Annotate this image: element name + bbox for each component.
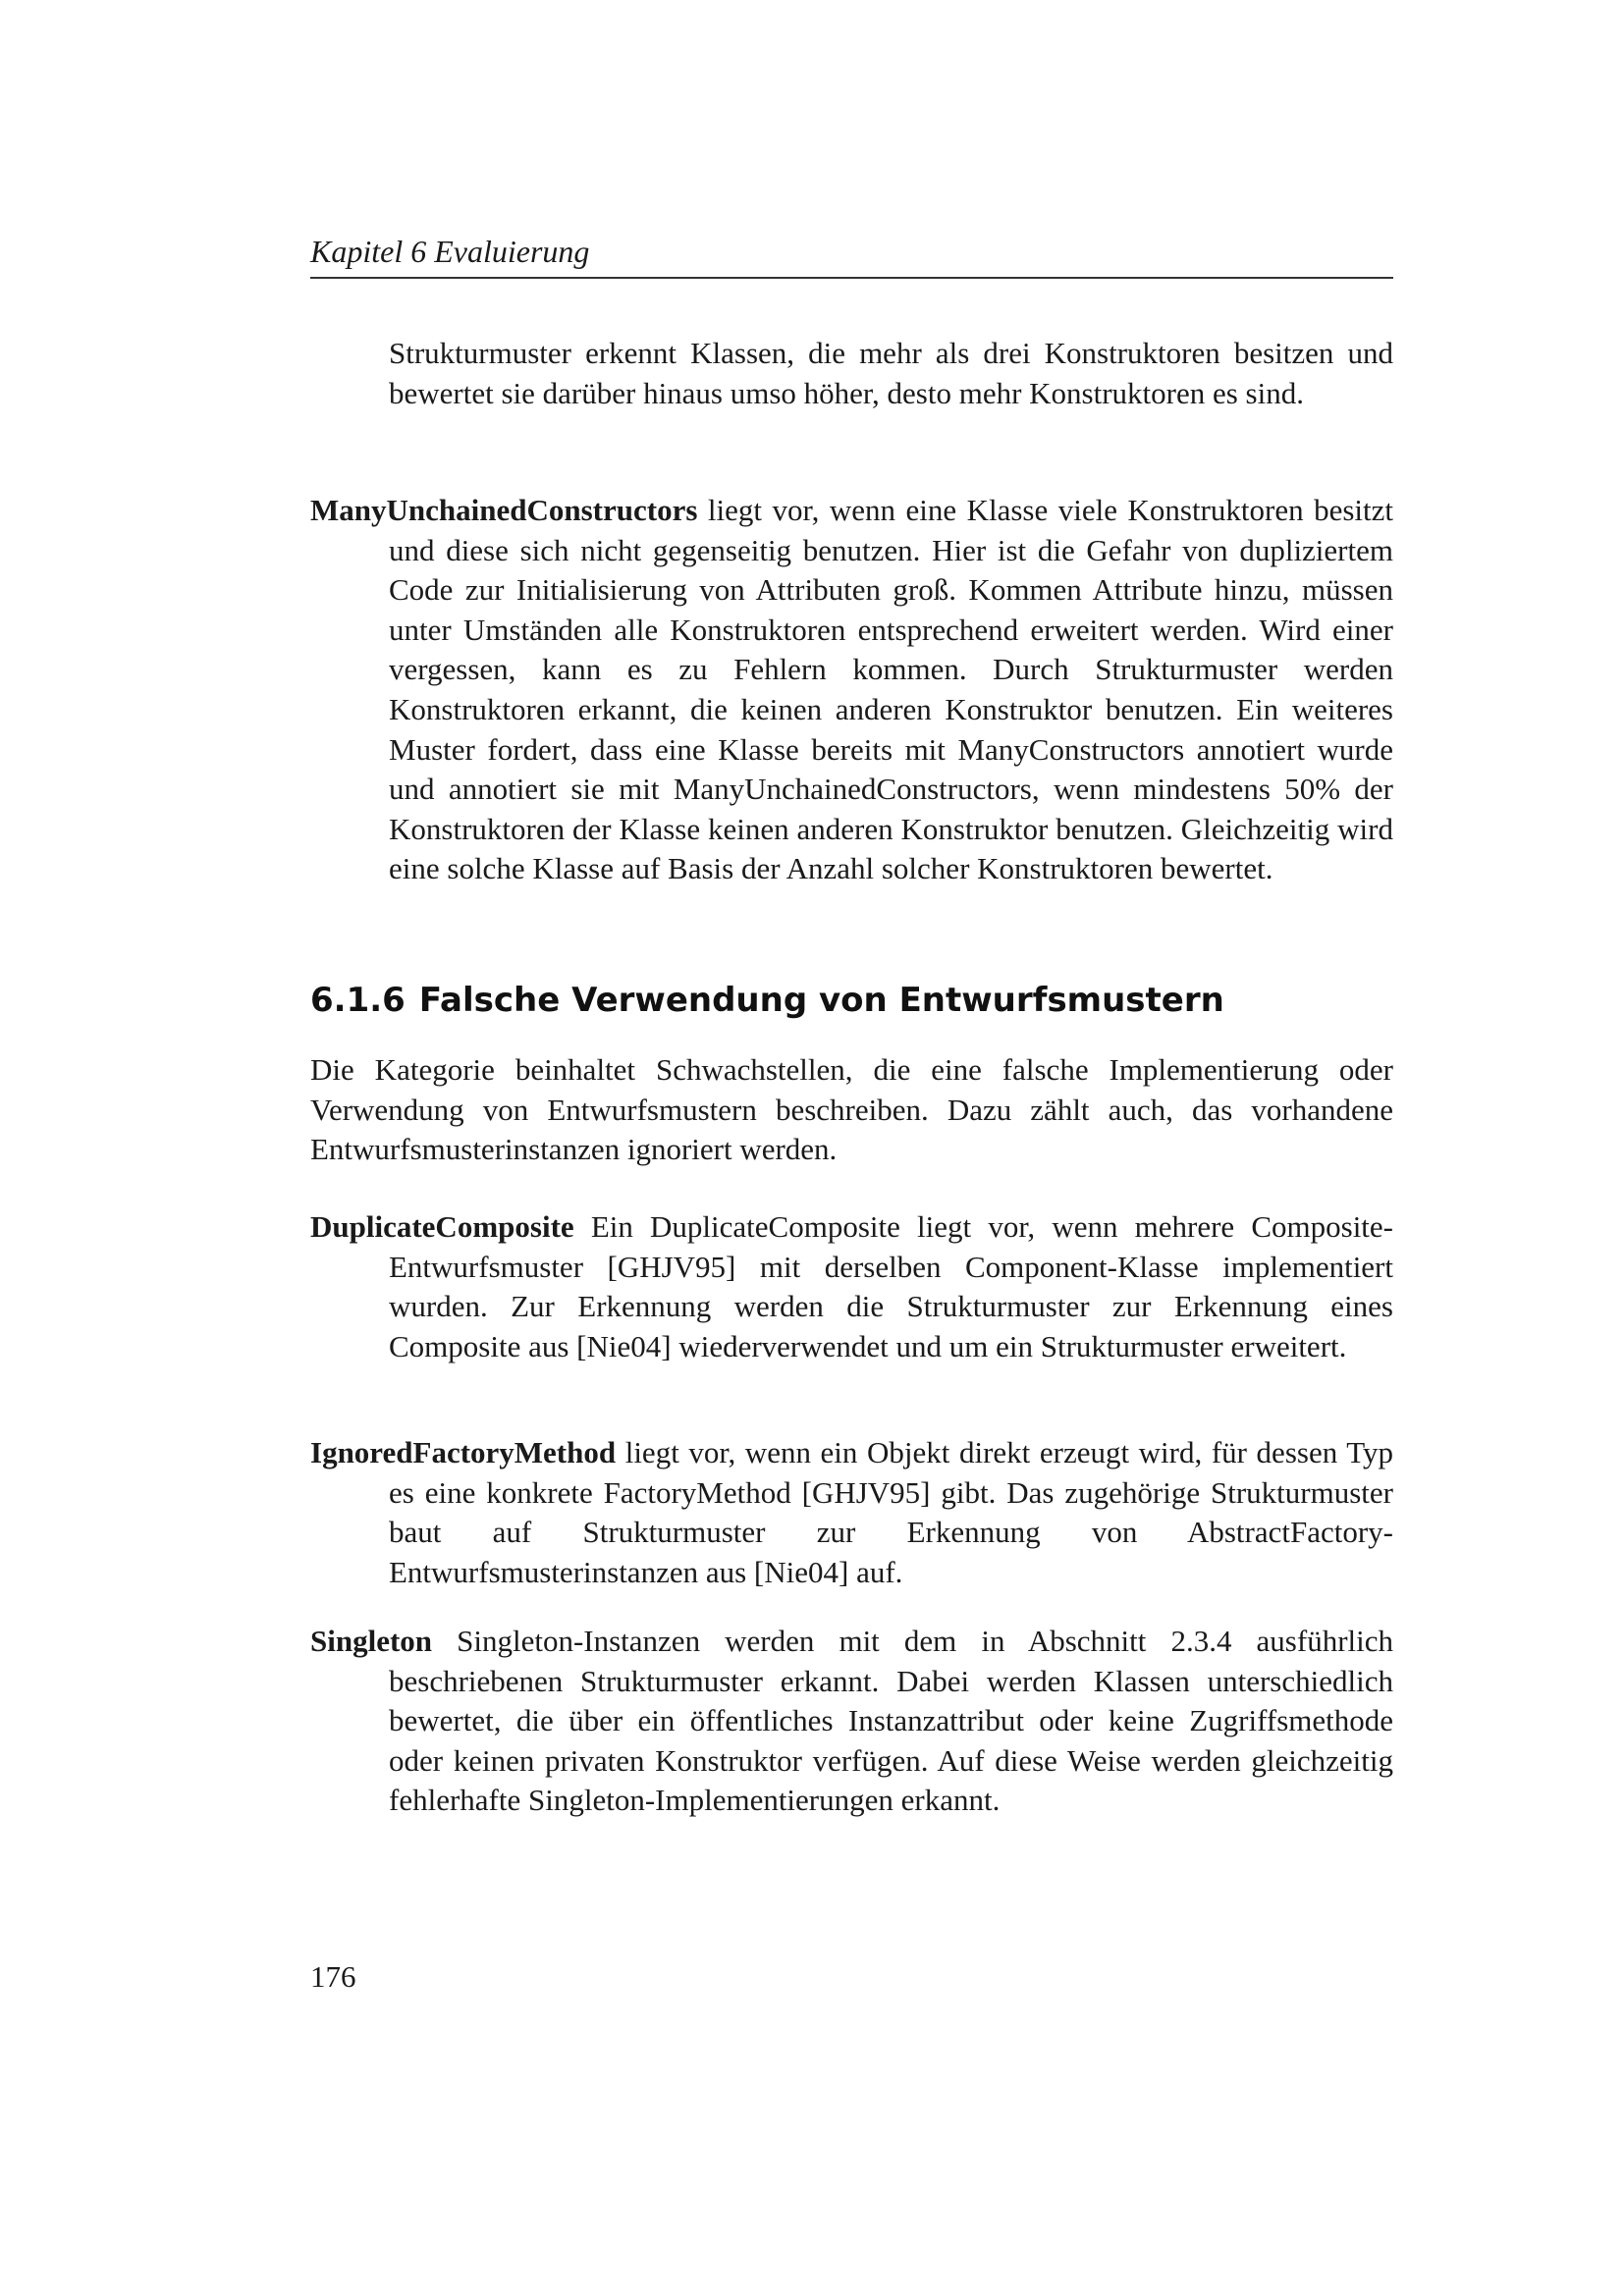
continued-paragraph: Strukturmuster erkennt Klassen, die mehr als drei Konstruktoren besitzen und bewertet sie darüber hinaus umso höher, desto mehr Konstruktoren es sind. [389,336,1393,410]
definition-text: Singleton-Instanzen werden mit dem in Abschnitt 2.3.4 ausführlich beschriebenen Strukturmuster erkannt. Dabei werden Klassen unterschiedlich bewertet, die über ein öffentliches Instanzattribut oder keine Zugriffsmethode oder keinen privaten Konstruktor verfügen. Auf diese Weise werden gleichzeitig fehlerhafte Singleton-Implementierungen erkannt. [389,1624,1393,1818]
definition-entry-ignored-factory-method [310,1433,1393,1592]
section-intro-paragraph: Die Kategorie beinhaltet Schwachstellen, die eine falsche Implementierung oder Verwendung von Entwurfsmustern beschreiben. Dazu zählt auch, das vorhandene Entwurfsmusterinstanzen ignoriert werden. [310,1052,1393,1167]
section-heading [310,978,1393,1023]
definition-term: IgnoredFactoryMethod [310,1435,617,1469]
definition-term: ManyUnchainedConstructors [310,493,698,527]
definition-text: liegt vor, wenn eine Klasse viele Konstruktoren besitzt und diese sich nicht gegenseitig benutzen. Hier ist die Gefahr von dupliziertem Code zur Initialisierung von Attributen groß. Kommen Attribute hinzu, müssen unter Umständen alle Konstruktoren entsprechend erweitert werden. Wird einer vergessen, kann es zu Fehlern kommen. Durch Strukturmuster werden Konstruktoren erkannt, die keinen anderen Konstruktor benutzen. Ein weiteres Muster fordert, dass eine Klasse bereits mit ManyConstructors annotiert wurde und annotiert sie mit ManyUnchainedConstructors, wenn mindestens 50% der Konstruktoren der Klasse keinen anderen Konstruktor benutzen. Gleichzeitig wird eine solche Klasse auf Basis der Anzahl solcher Konstruktoren bewertet. [389,493,1393,886]
definition-text: liegt vor, wenn ein Objekt direkt erzeugt wird, für dessen Typ es eine konkrete FactoryMethod [GHJV95] gibt. Das zugehörige Strukturmuster baut auf Strukturmuster zur Erkennung von AbstractFactory-Entwurfsmusterinstanzen aus [Nie04] auf. [389,1435,1394,1589]
definition-term: DuplicateComposite [310,1209,574,1244]
running-header: Kapitel 6 Evaluierung [310,234,590,269]
definition-text: Ein DuplicateComposite liegt vor, wenn mehrere Composite-Entwurfsmuster [GHJV95] mit derselben Component-Klasse implementiert wurden. Zur Erkennung werden die Strukturmuster zur Erkennung eines Composite aus [Nie04] wiederverwendet und um ein Strukturmuster erweitert. [389,1209,1393,1363]
definition-entry-singleton [310,1622,1393,1821]
definition-term: Singleton [310,1624,433,1658]
header-rule [310,277,1393,279]
definition-entry-duplicate-composite [310,1207,1393,1366]
section-title: Falsche Verwendung von Entwurfsmustern [418,981,1224,1020]
page-number: 176 [310,1959,356,1994]
definition-entry-many-unchained-constructors [310,491,1393,889]
section-number: 6.1.6 [310,981,406,1020]
document-page [310,0,1393,2296]
